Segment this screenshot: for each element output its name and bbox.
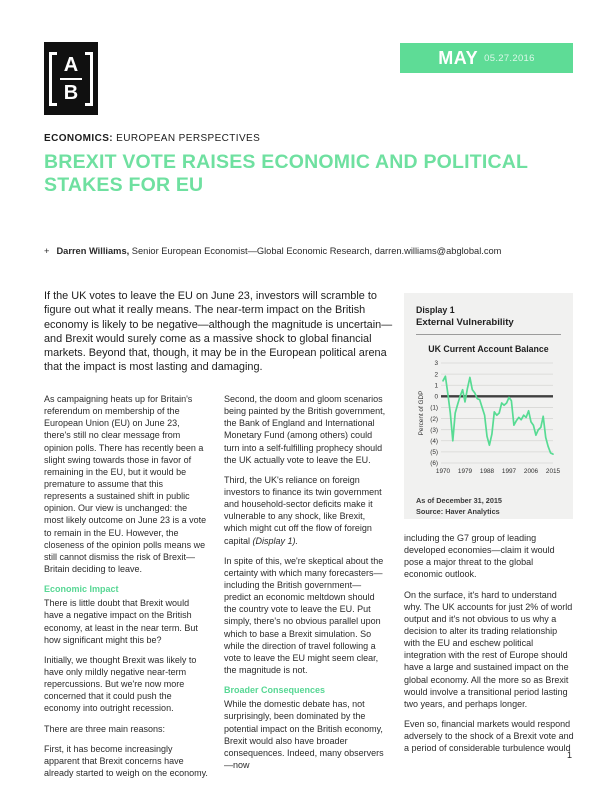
- body-paragraph: As campaigning heats up for Britain's referendum on membership of the European Union (EU) on June 23, there's still no clear message from opinion polls. There has recently been a slight swing towards those in favor of remaining in the EU, but it would be premature to assume that this represents a sustained shift in public opinion. Our view is unchanged: the most likely outcome on June 23 is a vote to remain in the EU. However, the closeness of the opinion polls means we still cannot dismiss the risk of Brexit—Britain deciding to leave.: [44, 394, 207, 574]
- logo-left-bracket-icon: [49, 52, 57, 106]
- body-paragraph: While the domestic debate has, not surprisingly, been dominated by the potential impact on the British economy, Brexit would also have broader consequences. Indeed, many observers—now: [224, 699, 384, 770]
- body-paragraph: In spite of this, we're skeptical about the certainty with which many forecasters—including the British government—predict an economic meltdown should the country vote to leave the EU. Put simply, there's no obvious parallel upon which to base a Brexit simulation. So while the direction of travel following a vote to leave the EU might seem clear, the magnitude is not.: [224, 555, 384, 675]
- svg-text:1997: 1997: [501, 468, 517, 475]
- body-column-2: [224, 393, 388, 779]
- logo-letter-b: B: [63, 81, 79, 104]
- svg-text:2006: 2006: [523, 468, 539, 475]
- body-paragraph: Even so, financial markets would respond adversely to the shock of a Brexit vote and a period of considerable turbulence would: [404, 718, 574, 754]
- svg-text:Percent of GDP: Percent of GDP: [418, 390, 425, 436]
- plus-icon: +: [44, 246, 50, 256]
- svg-text:(5): (5): [430, 449, 438, 457]
- page-number: 1: [566, 750, 572, 760]
- logo-divider: [60, 78, 82, 80]
- body-column-3: [404, 532, 574, 762]
- body-paragraph: Second, the doom and gloom scenarios being painted by the British government, the Bank of England and International Monetary Fund (among others) could turn into a self-fulfilling prophecy should the UK actually vote to leave the EU.: [224, 394, 386, 465]
- banner-date: 05.27.2016: [484, 52, 535, 64]
- page-title: BREXIT VOTE RAISES ECONOMIC AND POLITICAL STAKES FOR EU: [44, 151, 528, 197]
- svg-text:(4): (4): [430, 437, 438, 445]
- date-banner: [400, 43, 573, 73]
- svg-text:(6): (6): [430, 460, 438, 468]
- body-paragraph: On the surface, it's hard to understand why. The UK accounts for just 2% of world output and it's not obvious to us why a decision to alter its trading relationship with the EU and eschew political integration with the rest of Europe should have a large and sustained impact on the global economy. All the more so as Brexit would involve a transitional period lasting two years, and perhaps longer.: [404, 589, 573, 709]
- svg-text:0: 0: [434, 393, 438, 401]
- section-heading: Broader Consequences: [224, 685, 326, 696]
- svg-text:(2): (2): [430, 415, 438, 423]
- svg-text:3: 3: [434, 360, 438, 368]
- body-paragraph: Initially, we thought Brexit was likely to have only mildly negative near-term repercussions. But we're now more concerned that it could push the economy into outright recession.: [44, 654, 197, 714]
- svg-text:2015: 2015: [545, 468, 561, 475]
- body-paragraph: Third, the UK's reliance on foreign investors to finance its twin government and household-sector deficits make it vulnerable to any shock, like Brexit, which might cut off the flow of foreign capital (Display 1).: [224, 474, 382, 546]
- current-account-line-chart: [416, 357, 561, 489]
- logo-letter-a: A: [63, 53, 79, 76]
- svg-text:(3): (3): [430, 426, 438, 434]
- intro-paragraph: If the UK votes to leave the EU on June 23, investors will scramble to figure out what it really means. The near-term impact on the British economy is likely to be negative—although the magnitude is uncertain—and Brexit would surely come as a massive shock to global financial markets. Beyond that, though, it may be in the European political arena that the impact is most lasting and damaging.: [44, 290, 393, 374]
- chart-asof: As of December 31, 2015: [416, 496, 502, 505]
- body-column-1: [44, 393, 208, 787]
- display-1-panel: [404, 293, 573, 519]
- logo-right-bracket-icon: [85, 52, 93, 106]
- banner-month: MAY: [438, 47, 479, 68]
- svg-text:(1): (1): [430, 404, 438, 412]
- author-role-email: Senior European Economist—Global Economic Research, darren.williams@abglobal.com: [129, 246, 502, 256]
- section-heading: Economic Impact: [44, 584, 119, 595]
- svg-text:1979: 1979: [457, 468, 473, 475]
- author-line: [44, 246, 501, 256]
- svg-text:2: 2: [434, 371, 438, 379]
- eyebrow-category: ECONOMICS:: [44, 133, 113, 144]
- section-eyebrow: [44, 133, 260, 144]
- body-paragraph: including the G7 group of leading developed economies—claim it would pose a major threat to the global economic outlook.: [404, 533, 555, 580]
- chart-source: Source: Haver Analytics: [416, 506, 500, 516]
- svg-text:1970: 1970: [435, 468, 451, 475]
- body-paragraph: First, it has become increasingly apparent that Brexit concerns have already started to weigh on the economy.: [44, 743, 208, 778]
- display-label: Display 1: [416, 305, 455, 315]
- ab-logo: [44, 42, 98, 115]
- eyebrow-series: EUROPEAN PERSPECTIVES: [113, 133, 261, 144]
- svg-text:1: 1: [434, 382, 438, 390]
- display-divider: [416, 334, 561, 335]
- author-name: Darren Williams,: [56, 246, 130, 256]
- svg-text:1988: 1988: [479, 468, 495, 475]
- chart-footnotes: [416, 496, 561, 518]
- body-paragraph: There are three main reasons:: [44, 723, 166, 734]
- body-paragraph: There is little doubt that Brexit would have a negative impact on the British economy, at least in the near term. But how significant might this be?: [44, 598, 198, 645]
- display-subtitle: External Vulnerability: [416, 317, 514, 328]
- chart-title: UK Current Account Balance: [428, 344, 549, 354]
